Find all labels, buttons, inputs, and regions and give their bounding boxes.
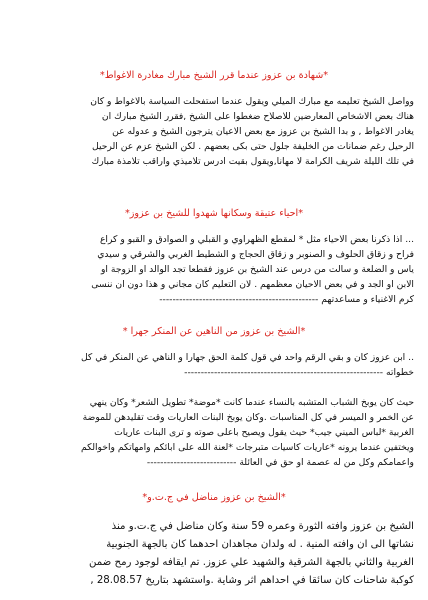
section-paragraph-mubarak-departure [10,94,414,169]
paragraph-line: ... اذا ذكرنا بعض الاحياء مثل * لمقطع الظهراوي و القبلي و الصوادق و القبو و كراع [99,234,414,245]
paragraph-line: عن الخمر و الميسر في كل المناسبات .وكان يوبخ البنات العاريات وقت تقليدهن للموضة [82,412,414,423]
paragraph-line: في تلك الليلة شريف الكرامة لا مهانا,ويقول بقيت ادرس تلاميذي واراقب تلامذة مبارك [91,156,414,167]
paragraph-line [10,380,414,395]
paragraph-line: خطواته ------------------------------------------------------------ [184,367,414,378]
paragraph-line: الرحيل رغم ضمانات من الخليفة جلول حتى بكى بعضهم . لكن الشيخ عزم عن الرحيل [91,141,414,152]
paragraph-line: الغربية *لباس الميني جيب* حيث يقول ويصيح باعلى صوته و ترى البنات عاريات [114,427,414,438]
paragraph-line: .. ابن عزوز كان و بقي الرقم واحد في قول كلمة الحق جهارا و الناهي عن المنكر في كل [80,352,414,363]
section-heading-old-neighborhoods: *احياء عتيقة وسكانها شهدوا للشيخ بن عزوز* [124,208,304,219]
paragraph-line: ياس و الضلعة و سالت من درس عند الشيخ بن عزوز فقطعا تجد الوالد او الزوجة او [100,264,414,275]
section-paragraph-forbidding-evil [10,350,414,470]
paragraph-line: الابن او الجد و في بعض الاحيان معظمهم . لان التعليم كان مجاني و هذا دون ان ننسى [91,279,414,290]
paragraph-line: فراح و زقاق الحلوف و الصنوبر و زقاق الحجاج و الشطيط الغربي والشرقي و سيدي [97,249,414,260]
paragraph-line: يغادر الاغواط , و بدا الشيخ بن عزوز مع بعض الاعيان يترجون الشيخ و عدوله عن [112,126,414,137]
paragraph-line: نشاتها الى ان وافته المنية . له ولدان مجاهدان احدهما كان بالجهة الجنوبية [106,539,414,550]
section-heading-forbidding-evil: *الشيخ بن عزوز من الناهين عن المنكر جهرا * [122,326,306,337]
paragraph-line: هناك بعض الاشخاص المعارضين للاصلاح ضغطوا على الشيخ ,فقرر الشيخ مبارك ان [101,111,414,122]
paragraph-line: الشيخ بن عزوز وافته الثورة وعمره 59 سنة وكان مناضل في ج.ت.و منذ [111,521,414,532]
section-paragraph-resistance [10,518,414,590]
paragraph-line: واعمامكم وكل من له عصمة او حق في العائلة --------------------------- [146,457,414,468]
paragraph-line: ويختفين عندما يرونه *عاريات كاسيات متبرجات *لعنة الله على ابائكم وامهاتكم واخوالكم [81,442,414,453]
paragraph-line: حيث كان يوبخ الشباب المتشبه بالنساء عندما كانت *موضة* تطويل الشعر* وكان ينهي [89,397,414,408]
paragraph-line: كوكبة شاحنات كان سائقا في احداهم اثر وشاية .واستشهد بتاريخ 28.08.57 , [90,575,414,586]
section-heading-resistance: *الشيخ بن عزوز مناضل في ج.ت.و* [142,492,286,503]
paragraph-line: الغربية والثاني بالجهة الشرقية والشهيد علي عزوز. تم ايقافه لوجود رمح ضمن [88,557,414,568]
section-heading-mubarak-departure: *شهادة بن عزوز عندما قرر الشيخ مبارك مغادرة الاغواط* [99,70,329,81]
paragraph-line: وواصل الشيخ تعليمه مع مبارك الميلي ويقول عندما استفحلت السياسة بالاغواط و كان [90,96,414,107]
section-paragraph-old-neighborhoods [10,232,414,307]
paragraph-line: كرم الاغنياء و مساعدتهم ------------------------------------------------ [159,294,414,305]
